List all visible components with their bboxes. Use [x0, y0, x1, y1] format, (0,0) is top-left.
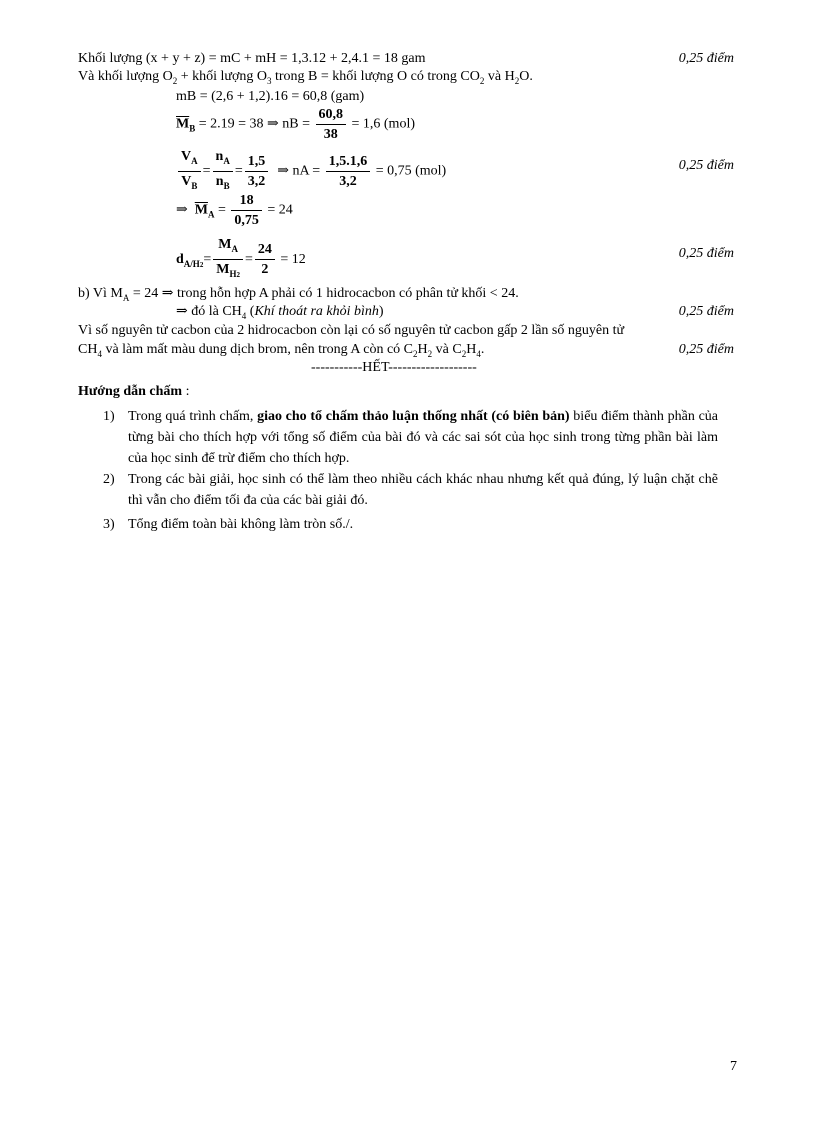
- implies-symbol: ⇒: [176, 202, 188, 218]
- text: V: [181, 173, 192, 189]
- volume-ratio-line: $\frac{V_A}{V_B}$ = $\frac{n_A}{n_B}$ = $\frac{1,5}{3,2}$ ⇒ nA = $\frac{1,5.1,6}{3,2}$ = 0,75 (mol): [176, 148, 446, 195]
- sub: 2: [461, 348, 467, 359]
- denominator: 2: [261, 262, 269, 278]
- sub: 4: [97, 348, 102, 359]
- text: b) Vì M: [78, 286, 123, 301]
- relative-density-line: $d_{A/H2}=$ $\frac{M_A}{M_{H2}}$ = $\frac{24}{2}$ = 12: [176, 236, 306, 284]
- text: V: [181, 149, 192, 164]
- score-line-9: 0,25 điểm: [678, 304, 734, 319]
- fraction-60-8-over-38: [316, 106, 347, 143]
- sub: B: [223, 180, 230, 191]
- text: d: [176, 252, 184, 268]
- text: Trong quá trình chấm,: [128, 409, 258, 424]
- score-line-5: 0,25 điểm: [678, 158, 734, 173]
- sub: H: [229, 268, 237, 279]
- page-number: 7: [730, 1059, 737, 1074]
- fraction-na-calc: [326, 153, 371, 190]
- denominator: 0,75: [234, 213, 259, 228]
- numerator: 24: [255, 241, 275, 260]
- sub: 2: [427, 348, 433, 359]
- fraction-va-vb: [178, 148, 201, 195]
- text: + khối lượng O: [177, 69, 267, 84]
- text: và làm mất màu dung dịch brom, nên trong A còn có C: [101, 342, 414, 357]
- numerator: 1,5.1,6: [326, 153, 371, 172]
- mass-total-text: Khối lượng (x + y + z) = mC + mH = 1,3.12 + 2,4.1 = 18 gam: [78, 51, 426, 66]
- text: :: [182, 384, 190, 399]
- text: Và khối lượng O: [78, 69, 173, 84]
- numerator: 60,8: [316, 106, 347, 125]
- mass-b-line: [176, 88, 364, 105]
- text: = 24 ⇒ trong hỗn hợp A phải có 1 hidrocacbon có phân tử khối < 24.: [129, 286, 519, 301]
- sub: A: [223, 155, 230, 166]
- text: H: [466, 342, 477, 357]
- mass-total-line: [78, 50, 426, 67]
- text: ⇒ nA =: [277, 163, 321, 179]
- text: biểu điểm thành phần của từng bài cho thích hợp với tổng số điểm của bài đó và các sai sót của học sinh trong từng phần bài làm của học sinh để trừ điểm cho thích hợp.: [128, 409, 719, 466]
- sub: 4: [476, 348, 481, 359]
- text: = 24: [267, 202, 293, 218]
- sub: 2: [479, 75, 485, 86]
- sub: A: [191, 155, 198, 166]
- text: trong B = khối lượng O có trong CO: [271, 69, 480, 84]
- sub: 3: [267, 75, 272, 86]
- mass-b-text: mB = (2,6 + 1,2).16 = 60,8 (gam): [176, 89, 365, 104]
- text: .: [480, 342, 485, 357]
- score-line-1: 0,25 điểm: [678, 51, 734, 66]
- text: O.: [519, 69, 533, 84]
- text: và H: [484, 69, 515, 84]
- sub: 4: [241, 310, 247, 321]
- text: (: [246, 304, 255, 319]
- text: Vì số nguyên tử cacbon của 2 hidrocacbon còn lại có số nguyên tử cacbon gấp 2 lần số nguyên tử: [78, 323, 625, 338]
- carbon-atoms-line: [78, 322, 624, 339]
- guide-item-2: Trong các bài giải, học sinh có thể làm theo nhiều cách khác nhau nhưng kết quả đúng, lý luận chặt chẽ thì vẫn cho điểm tối đa của các bài giải đó.: [128, 472, 718, 508]
- denominator: 38: [323, 127, 338, 142]
- m-bar: $\overline{M}$: [176, 116, 190, 132]
- oxygen-mass-line: [78, 68, 533, 90]
- text: = 2.19 = 38 ⇒ nB =: [198, 116, 310, 132]
- score-line-7: 0,25 điểm: [678, 246, 734, 261]
- guide-item-3-number: 3): [103, 517, 115, 532]
- text: ⇒ đó là CH: [176, 304, 242, 319]
- sub: 2: [199, 260, 204, 269]
- grading-guide-heading: [78, 383, 189, 400]
- denominator: 3,2: [339, 173, 357, 189]
- sub: A/H: [183, 258, 200, 269]
- molar-mass-b-line: [176, 106, 415, 143]
- m-bar: $\overline{M}$: [194, 202, 208, 218]
- fraction-1-5-over-3-2: [245, 153, 269, 190]
- text: = 0,75 (mol): [375, 163, 447, 179]
- guide-item-1-number: 1): [103, 409, 115, 424]
- sub: 2: [172, 75, 178, 86]
- italic-note: Khí thoát ra khỏi bình: [254, 304, 379, 319]
- molar-mass-a-line: ⇒ $\overline{M}_A$ = $\frac{18}{0,75}$ = 24: [176, 193, 293, 228]
- sub: A: [122, 292, 130, 303]
- fraction-na-nb: [213, 148, 233, 195]
- text: ): [378, 304, 384, 319]
- numerator: 18: [231, 192, 262, 211]
- score-line-11: 0,25 điểm: [678, 342, 734, 357]
- fraction-ma-mh2: [213, 236, 243, 284]
- sub: 2: [514, 75, 520, 86]
- text: = 1,6 (mol): [351, 116, 415, 132]
- sub: A: [231, 243, 238, 254]
- text: H: [417, 342, 428, 357]
- denominator: 3,2: [247, 173, 266, 189]
- text: CH: [78, 342, 98, 357]
- guide-item-1: [128, 406, 718, 469]
- sub: 2: [413, 348, 418, 359]
- heading-text: Hướng dẫn chấm: [78, 384, 183, 399]
- sub: A: [207, 209, 215, 220]
- text: M: [216, 261, 230, 277]
- fraction-18-over-0-75: [231, 192, 262, 229]
- text: = 12: [280, 252, 306, 268]
- fraction-24-over-2: [255, 241, 275, 278]
- text: M: [218, 237, 232, 252]
- text: và C: [432, 342, 462, 357]
- sub: B: [191, 180, 198, 191]
- guide-item-2-number: 2): [103, 472, 115, 487]
- numerator: 1,5: [245, 153, 269, 172]
- text: n: [215, 149, 224, 164]
- sub: B: [189, 123, 196, 134]
- sub: 2: [236, 270, 240, 279]
- guide-item-3: Tổng điểm toàn bài không làm tròn số./.: [128, 517, 354, 532]
- bold-text: giao cho tổ chấm thảo luận thống nhất (có biên bản): [257, 409, 570, 424]
- text: n: [215, 173, 224, 189]
- end-marker: -----------HẾT-------------------: [311, 360, 477, 375]
